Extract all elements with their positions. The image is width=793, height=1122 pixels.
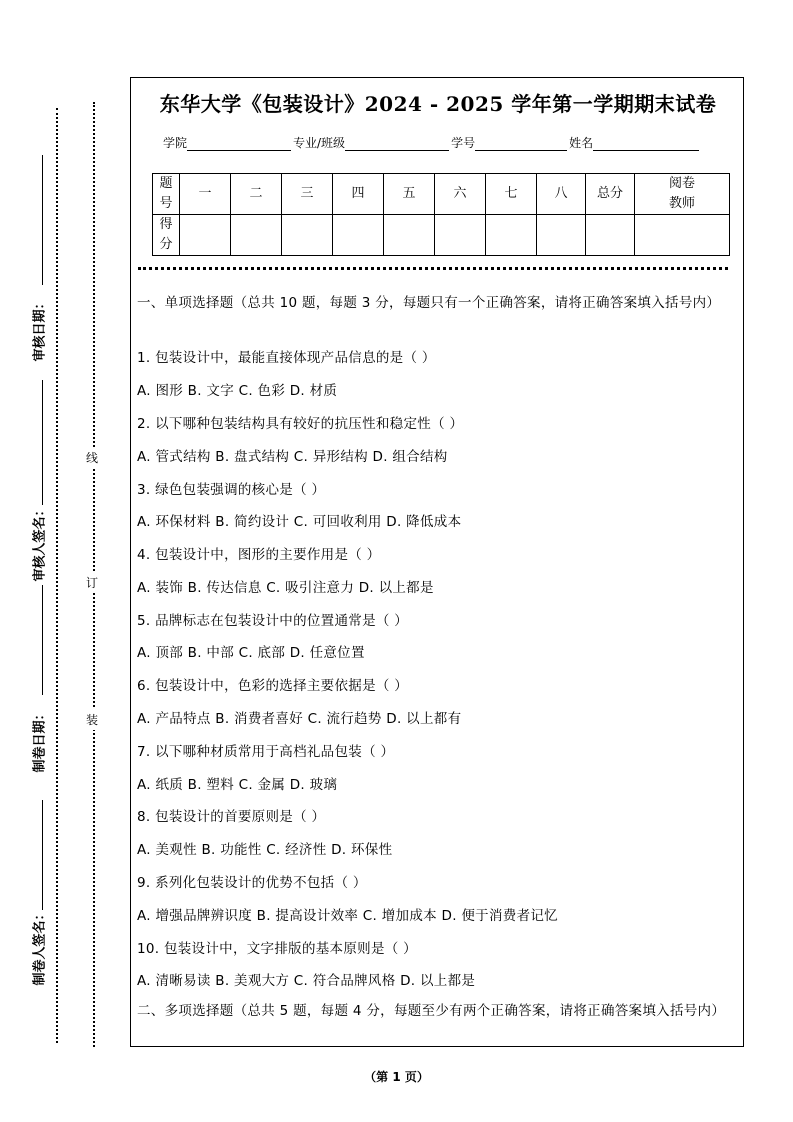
question-5: 5. 品牌标志在包装设计中的位置通常是（ ）	[137, 613, 409, 629]
question-1: 1. 包装设计中，最能直接体现产品信息的是（ ）	[137, 350, 436, 366]
name-field[interactable]	[593, 138, 699, 151]
name-label: 姓名	[569, 136, 594, 150]
make-date-label: 制卷日期：	[32, 707, 48, 773]
make-date-underline[interactable]	[42, 585, 43, 695]
student-info-row	[163, 134, 701, 151]
score-cell-8[interactable]	[537, 215, 586, 256]
options-9: A. 增强品牌辨识度 B. 提高设计效率 C. 增加成本 D. 便于消费者记忆	[137, 908, 558, 924]
binding-margin	[0, 0, 125, 1122]
col-6: 六	[435, 174, 486, 215]
options-3: A. 环保材料 B. 简约设计 C. 可回收利用 D. 降低成本	[137, 514, 462, 530]
exam-title: 东华大学《包装设计》2024 - 2025 学年第一学期期末试卷	[159, 92, 717, 116]
question-4: 4. 包装设计中，图形的主要作用是（ ）	[137, 547, 381, 563]
score-row-header: 得 分	[153, 215, 180, 256]
exam-frame	[130, 77, 744, 1047]
question-6: 6. 包装设计中，色彩的选择主要依据是（ ）	[137, 678, 409, 694]
maker-sign-label: 制卷人签名：	[32, 907, 48, 986]
options-5: A. 顶部 B. 中部 C. 底部 D. 任意位置	[137, 645, 365, 661]
col-8: 八	[537, 174, 586, 215]
cut-mark-line: 线	[86, 447, 98, 468]
col-3: 三	[282, 174, 333, 215]
question-3: 3. 绿色包装强调的核心是（ ）	[137, 482, 326, 498]
score-cell-5[interactable]	[384, 215, 435, 256]
score-cell-6[interactable]	[435, 215, 486, 256]
options-6: A. 产品特点 B. 消费者喜好 C. 流行趋势 D. 以上都有	[137, 711, 462, 727]
score-cell-7[interactable]	[486, 215, 537, 256]
question-7: 7. 以下哪种材质常用于高档礼品包装（ ）	[137, 744, 395, 760]
question-number-header: 题 号	[153, 174, 180, 215]
col-7: 七	[486, 174, 537, 215]
section2-heading: 二、多项选择题（总共 5 题，每题 4 分，每题至少有两个正确答案，请将正确答案填入括号内）	[137, 1003, 726, 1019]
options-2: A. 管式结构 B. 盘式结构 C. 异形结构 D. 组合结构	[137, 449, 448, 465]
question-10: 10. 包装设计中，文字排版的基本原则是（ ）	[137, 941, 417, 957]
options-8: A. 美观性 B. 功能性 C. 经济性 D. 环保性	[137, 842, 393, 858]
col-1: 一	[180, 174, 231, 215]
college-label: 学院	[163, 136, 188, 150]
college-field[interactable]	[187, 138, 291, 151]
cut-mark-bind: 订	[86, 572, 98, 593]
options-7: A. 纸质 B. 塑料 C. 金属 D. 玻璃	[137, 777, 338, 793]
score-cell-4[interactable]	[333, 215, 384, 256]
score-cell-total[interactable]	[586, 215, 635, 256]
student-id-label: 学号	[451, 136, 476, 150]
options-10: A. 清晰易读 B. 美观大方 C. 符合品牌风格 D. 以上都是	[137, 973, 476, 989]
score-cell-reviewer[interactable]	[635, 215, 730, 256]
section1-heading: 一、单项选择题（总共 10 题，每题 3 分，每题只有一个正确答案，请将正确答案填入括号内）	[137, 295, 721, 311]
cut-mark-seal: 装	[86, 709, 98, 730]
question-9: 9. 系列化包装设计的优势不包括（ ）	[137, 875, 367, 891]
major-class-field[interactable]	[345, 138, 449, 151]
score-table	[152, 173, 730, 256]
review-date-label: 审核日期：	[32, 296, 48, 362]
reviewer-sign-label: 审核人签名：	[32, 503, 48, 582]
major-class-label: 专业/班级	[293, 136, 346, 150]
col-5: 五	[384, 174, 435, 215]
options-1: A. 图形 B. 文字 C. 色彩 D. 材质	[137, 383, 338, 399]
score-table-score-row	[153, 215, 730, 256]
dotted-separator	[138, 267, 728, 270]
binding-dotted-line-outer	[56, 108, 58, 1043]
score-cell-3[interactable]	[282, 215, 333, 256]
question-2: 2. 以下哪种包装结构具有较好的抗压性和稳定性（ ）	[137, 416, 464, 432]
student-id-field[interactable]	[475, 138, 567, 151]
maker-sign-underline[interactable]	[42, 800, 43, 910]
col-2: 二	[231, 174, 282, 215]
score-cell-1[interactable]	[180, 215, 231, 256]
reviewer-sign-underline[interactable]	[42, 380, 43, 505]
reviewer-header: 阅卷 教师	[635, 174, 730, 215]
options-4: A. 装饰 B. 传达信息 C. 吸引注意力 D. 以上都是	[137, 580, 434, 596]
question-8: 8. 包装设计的首要原则是（ ）	[137, 809, 326, 825]
col-4: 四	[333, 174, 384, 215]
review-date-underline[interactable]	[42, 155, 43, 285]
score-table-header-row	[153, 174, 730, 215]
page-number: （第 1 页）	[364, 1070, 429, 1084]
col-total: 总分	[586, 174, 635, 215]
score-cell-2[interactable]	[231, 215, 282, 256]
